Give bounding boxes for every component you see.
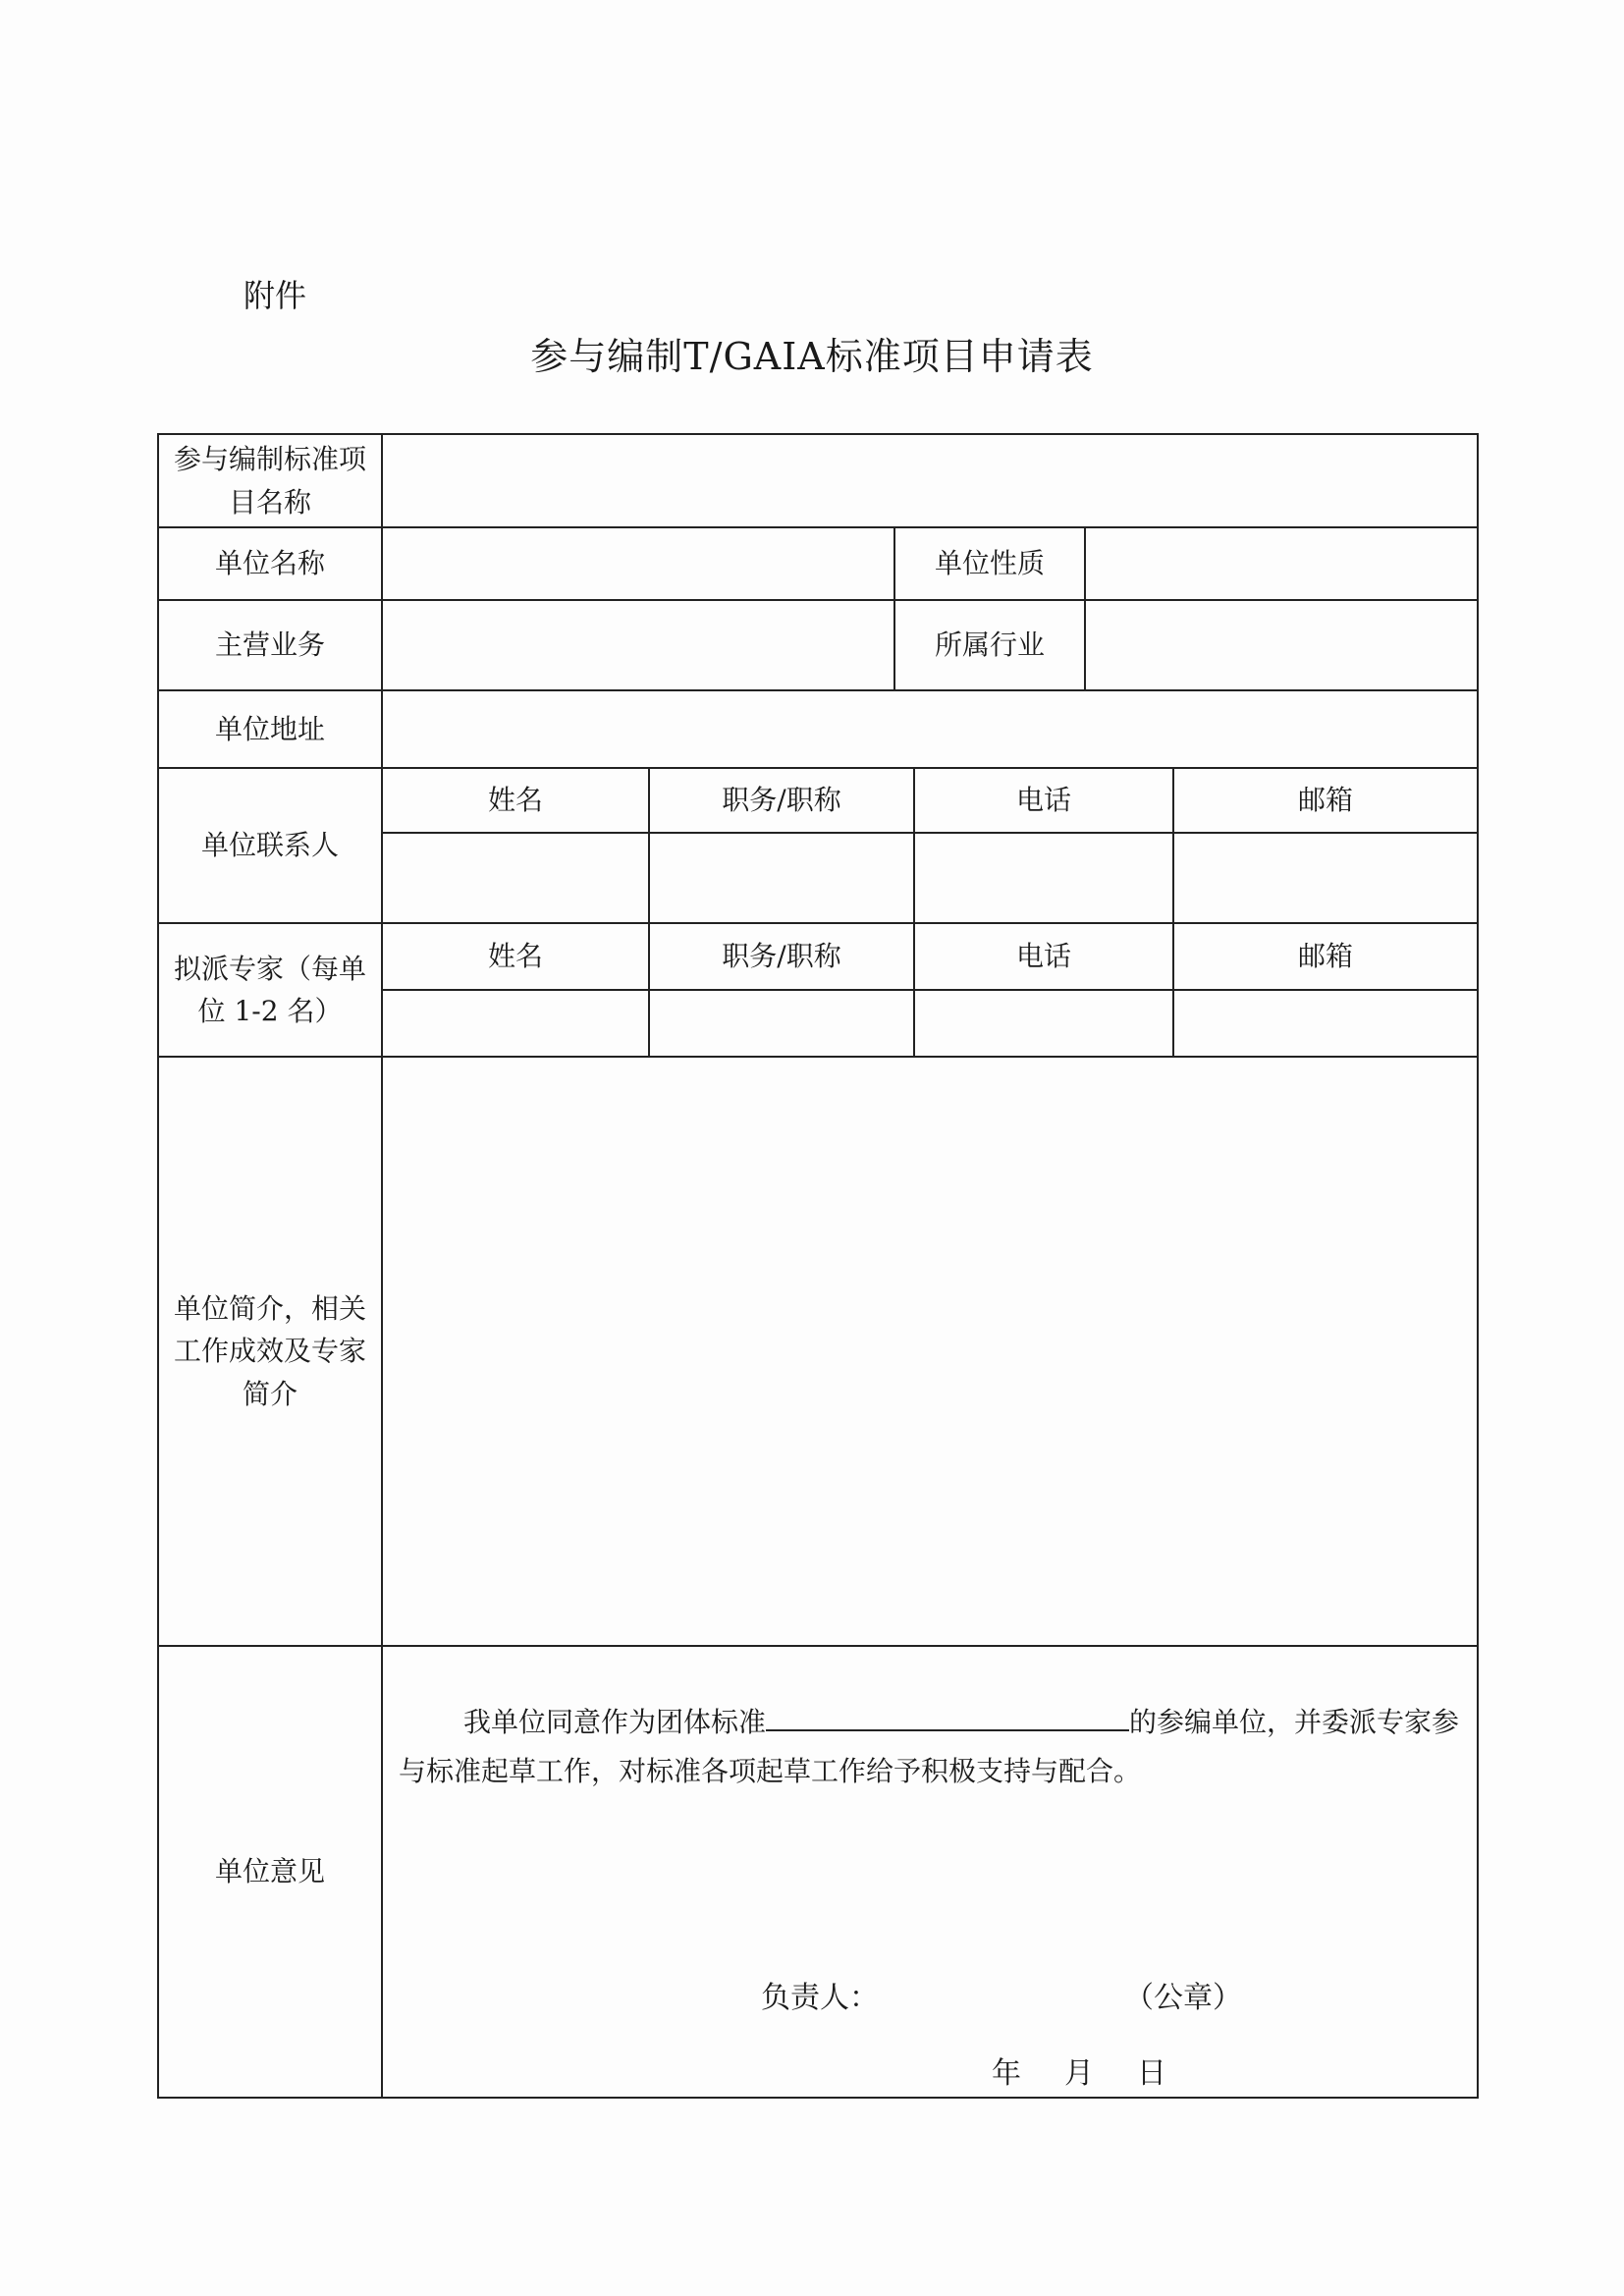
year-label: 年 <box>992 2056 1021 2091</box>
official-seal-label: （公章） <box>1124 1981 1242 2015</box>
main-business-field[interactable] <box>382 600 894 690</box>
opinion-text-before: 我单位同意作为团体标准 <box>463 1706 767 1738</box>
main-business-label: 主营业务 <box>158 600 382 690</box>
day-label: 日 <box>1137 2056 1166 2091</box>
opinion-text-after: 的参编单位，并委派专家参与标准起草工作，对标准各项起草工作给予积极支持与配合。 <box>399 1706 1460 1787</box>
opinion-cell <box>382 1646 1478 2098</box>
address-label: 单位地址 <box>158 690 382 768</box>
opinion-statement <box>399 1698 1463 1796</box>
intro-label: 单位简介，相关工作成效及专家简介 <box>158 1057 382 1646</box>
intro-field[interactable] <box>382 1057 1478 1646</box>
contact-header-email: 邮箱 <box>1173 768 1478 833</box>
expert-header-title: 职务/职称 <box>649 923 914 990</box>
org-name-label: 单位名称 <box>158 527 382 600</box>
expert-phone-field[interactable] <box>914 990 1173 1057</box>
date-line <box>992 2051 1210 2098</box>
industry-field[interactable] <box>1085 600 1478 690</box>
contact-email-field[interactable] <box>1173 833 1478 923</box>
org-nature-field[interactable] <box>1085 527 1478 600</box>
standard-name-blank[interactable] <box>766 1700 1129 1731</box>
attachment-label: 附件 <box>244 277 307 314</box>
expert-title-field[interactable] <box>649 990 914 1057</box>
org-name-field[interactable] <box>382 527 894 600</box>
contact-title-field[interactable] <box>649 833 914 923</box>
form-title: 参与编制T/GAIA标准项目申请表 <box>530 335 1094 378</box>
expert-header-phone: 电话 <box>914 923 1173 990</box>
contact-header-title: 职务/职称 <box>649 768 914 833</box>
contact-name-field[interactable] <box>382 833 649 923</box>
contact-header-name: 姓名 <box>382 768 649 833</box>
expert-header-name: 姓名 <box>382 923 649 990</box>
opinion-label: 单位意见 <box>158 1646 382 2098</box>
expert-label: 拟派专家（每单位 1-2 名） <box>158 923 382 1057</box>
expert-email-field[interactable] <box>1173 990 1478 1057</box>
contact-header-phone: 电话 <box>914 768 1173 833</box>
responsible-person-label: 负责人： <box>761 1981 879 2015</box>
expert-header-email: 邮箱 <box>1173 923 1478 990</box>
industry-label: 所属行业 <box>894 600 1085 690</box>
project-name-label: 参与编制标准项目名称 <box>158 434 382 527</box>
expert-name-field[interactable] <box>382 990 649 1057</box>
contact-label: 单位联系人 <box>158 768 382 923</box>
month-label: 月 <box>1064 2056 1094 2091</box>
application-form-table <box>157 433 1479 2099</box>
address-field[interactable] <box>382 690 1478 768</box>
contact-phone-field[interactable] <box>914 833 1173 923</box>
org-nature-label: 单位性质 <box>894 527 1085 600</box>
project-name-field[interactable] <box>382 434 1478 527</box>
